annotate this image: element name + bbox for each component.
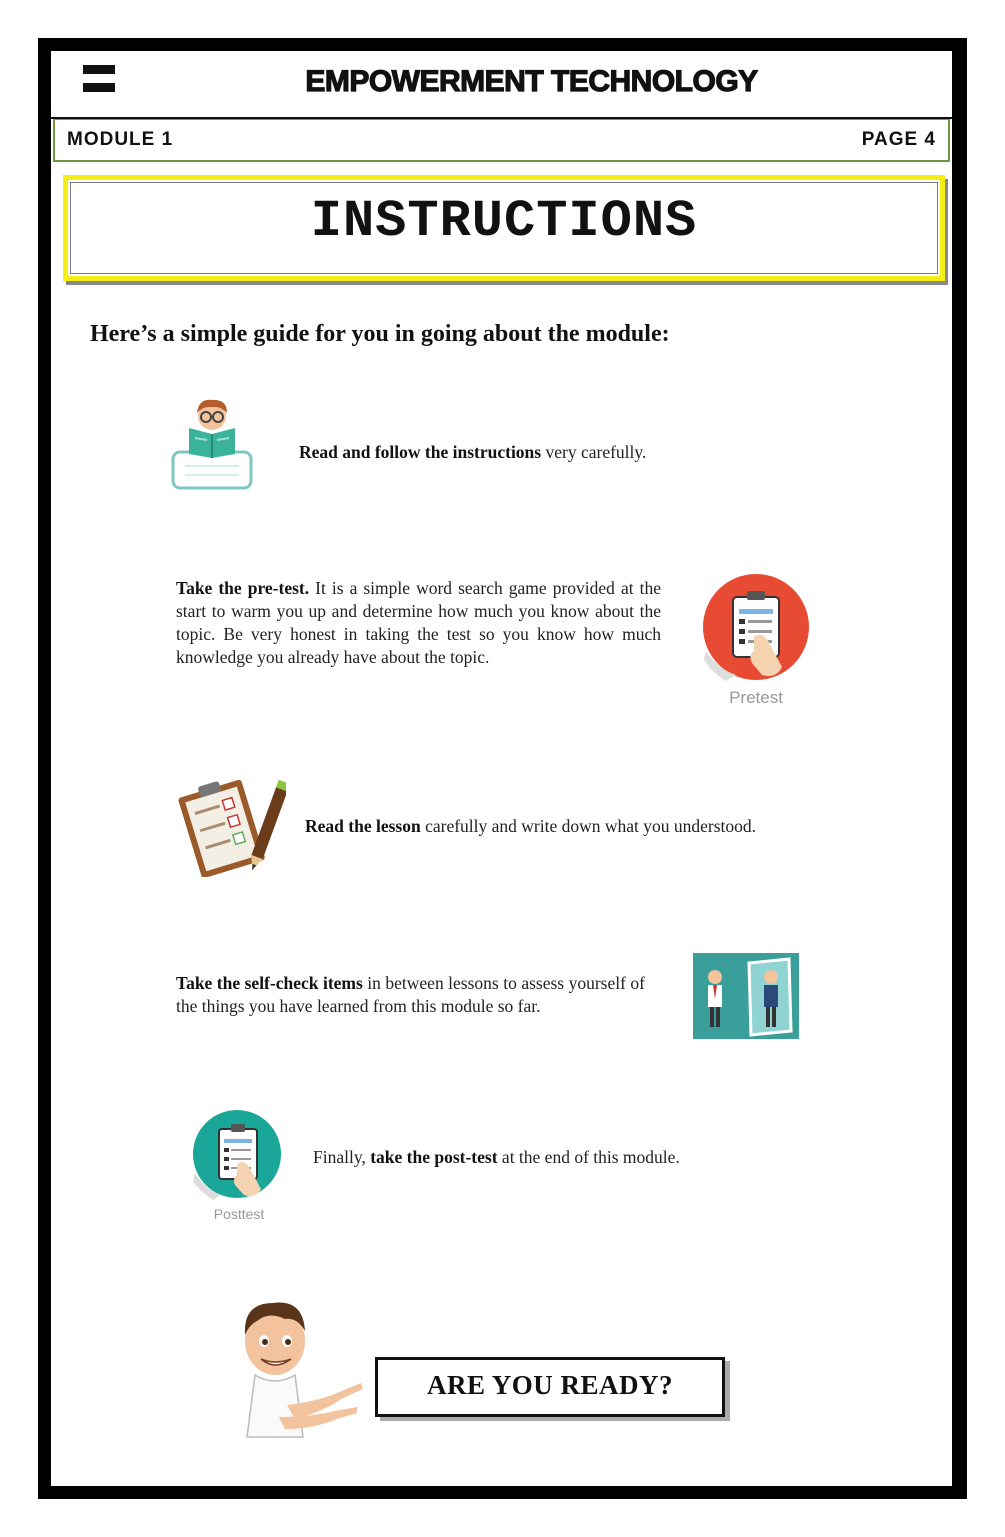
header [51,51,952,119]
ready-box [375,1357,725,1417]
posttest-icon[interactable] [189,1109,289,1222]
step-posttest: Finally, take the post-test at the end of this module. [313,1147,680,1167]
ready-text: ARE YOU READY? [426,1370,673,1400]
page-frame [38,38,967,1499]
step-read-lesson: Read the lesson carefully and write down what you understood. [305,816,757,836]
banner-title: INSTRUCTIONS [310,192,698,251]
pretest-caption: Pretest [729,688,783,707]
lead-text: Here’s a simple guide for you in going about the module: [90,321,670,347]
clipboard-pencil-icon [176,777,286,882]
page [51,51,952,1486]
mirror-selfcheck-icon[interactable] [693,953,799,1044]
document-title: EMPOWERMENT TECHNOLOGY [305,65,758,98]
step-pretest: Take the pre-test. It is a simple word search game provided at the start to warm you up and determine how much you know about the topic. Be very honest in taking the test so you know how much knowledge you already have about the topic. [176,578,662,667]
pretest-icon[interactable] [696,571,816,708]
instructions-banner [63,175,945,281]
posttest-caption: Posttest [213,1206,265,1222]
page-label: PAGE 4 [861,129,936,150]
module-label: MODULE 1 [67,129,174,150]
reading-student-icon [169,396,255,497]
step-read-instructions: Read and follow the instructions very carefully. [299,442,647,462]
module-bar [53,119,950,162]
pointing-boy-avatar [239,1297,369,1450]
step-self-check: Take the self-check items in between lessons to assess yourself of the things you have learned from this module so far. [176,973,645,1016]
